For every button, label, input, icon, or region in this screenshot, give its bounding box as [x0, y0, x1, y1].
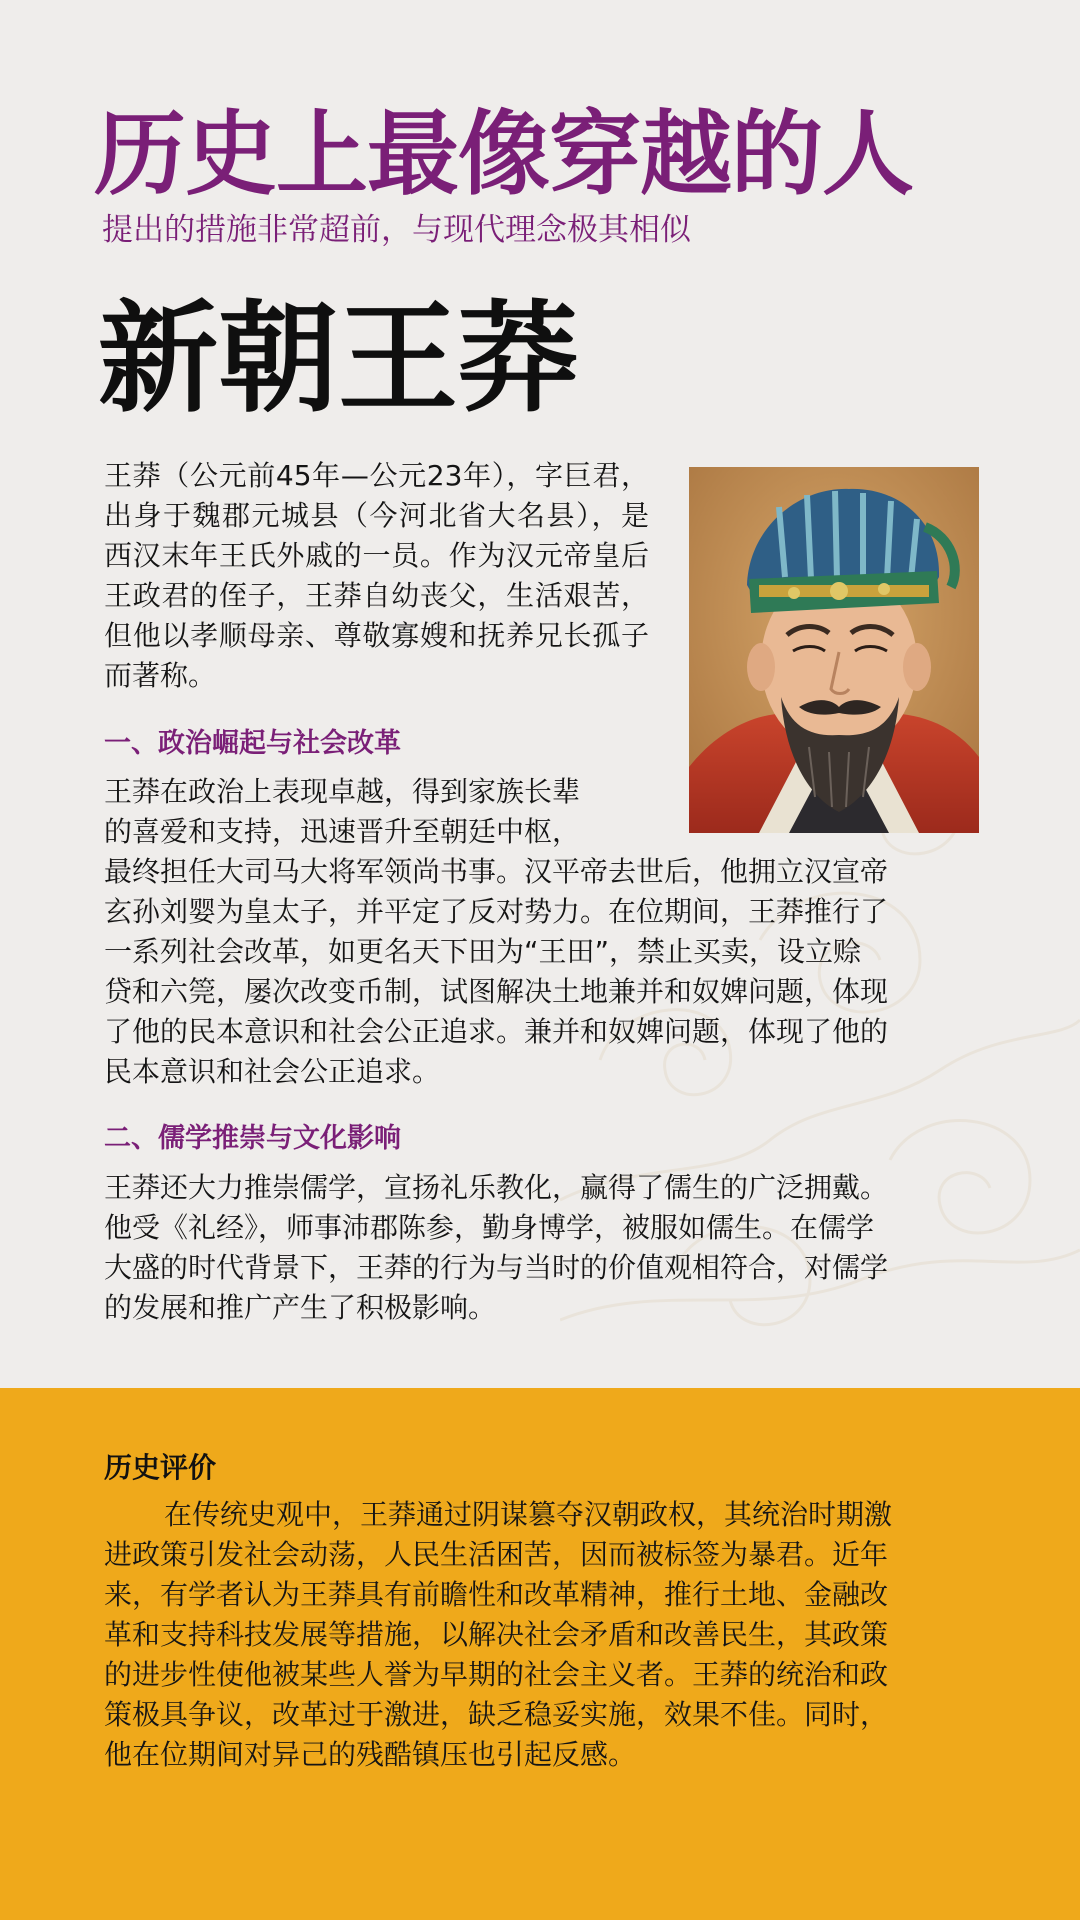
section1-line: 了他的民本意识和社会公正追求。兼并和奴婢问题，体现了他的: [104, 1015, 889, 1048]
section2-line: 的发展和推广产生了积极影响。: [104, 1291, 497, 1324]
evaluation-line: 革和支持科技发展等措施，以解决社会矛盾和改善民生，其政策: [104, 1618, 889, 1651]
section-body-politics: [104, 772, 984, 1092]
intro-line: 县），是西汉末年王氏外戚的一员。作: [104, 499, 649, 572]
section1-line: 最终担任大司马大将军领尚书事。汉平帝去世后，他拥立汉宣帝: [104, 855, 889, 888]
evaluation-line: 策极具争议，改革过于激进，缺乏稳妥实施，效果不佳。同时，: [104, 1698, 889, 1731]
intro-line: 敬寡嫂和抚养兄长孤子而著称。: [104, 619, 649, 692]
section1-line: 一系列社会改革，如更名天下田为“王田”，禁止买卖，设立赊: [104, 935, 862, 968]
section1-line: 贷和六筦，屡次改变币制，试图解决土地兼并和奴婢问题，体现: [104, 975, 889, 1008]
evaluation-line: 的进步性使他被某些人誉为早期的社会主义者。王莽的统治和政: [104, 1658, 889, 1691]
evaluation-line: 来，有学者认为王莽具有前瞻性和改革精神，推行土地、金融改: [104, 1578, 889, 1611]
evaluation-line: 他在位期间对异己的残酷镇压也引起反感。: [104, 1738, 637, 1771]
intro-line: 为汉元帝皇后王政君的侄子，王莽自幼: [104, 539, 649, 612]
evaluation-heading: 历史评价: [104, 1451, 217, 1484]
section-heading-confucianism: 二、儒学推崇与文化影响: [104, 1123, 401, 1154]
page-subtitle: 提出的措施非常超前，与现代理念极其相似: [102, 212, 691, 248]
section-body-confucianism: [104, 1168, 984, 1328]
intro-paragraph: [104, 456, 649, 696]
section1-line: 民本意识和社会公正追求。: [104, 1055, 441, 1088]
subject-name: 新朝王莽: [98, 290, 578, 429]
section2-line: 王莽还大力推崇儒学，宣扬礼乐教化，赢得了儒生的广泛拥戴。: [104, 1171, 889, 1204]
evaluation-line: 在传统史观中，王莽通过阴谋篡夺汉朝政权，其统治时期激: [164, 1498, 893, 1531]
evaluation-body: [104, 1495, 984, 1775]
section-heading-politics: 一、政治崛起与社会改革: [104, 728, 401, 759]
section1-line: 王莽在政治上表现卓越，得到家族长辈: [104, 775, 581, 808]
intro-line: 王莽（公元前45年—公元23年），字巨: [104, 459, 593, 492]
intro-line: 丧父，生活艰苦，但他以孝顺母亲、尊: [104, 579, 649, 652]
intro-line: 君，出身于魏郡元城县（今河北省大名: [104, 459, 649, 532]
section1-line: 玄孙刘婴为皇太子，并平定了反对势力。在位期间，王莽推行了: [104, 895, 889, 928]
section2-line: 他受《礼经》，师事沛郡陈参，勤身博学，被服如儒生。在儒学: [104, 1211, 875, 1244]
evaluation-line: 进政策引发社会动荡，人民生活困苦，因而被标签为暴君。近年: [104, 1538, 889, 1571]
page-title: 历史上最像穿越的人: [94, 101, 914, 208]
section2-line: 大盛的时代背景下，王莽的行为与当时的价值观相符合，对儒学: [104, 1251, 889, 1284]
section1-line: 的喜爱和支持，迅速晋升至朝廷中枢，: [104, 815, 581, 848]
